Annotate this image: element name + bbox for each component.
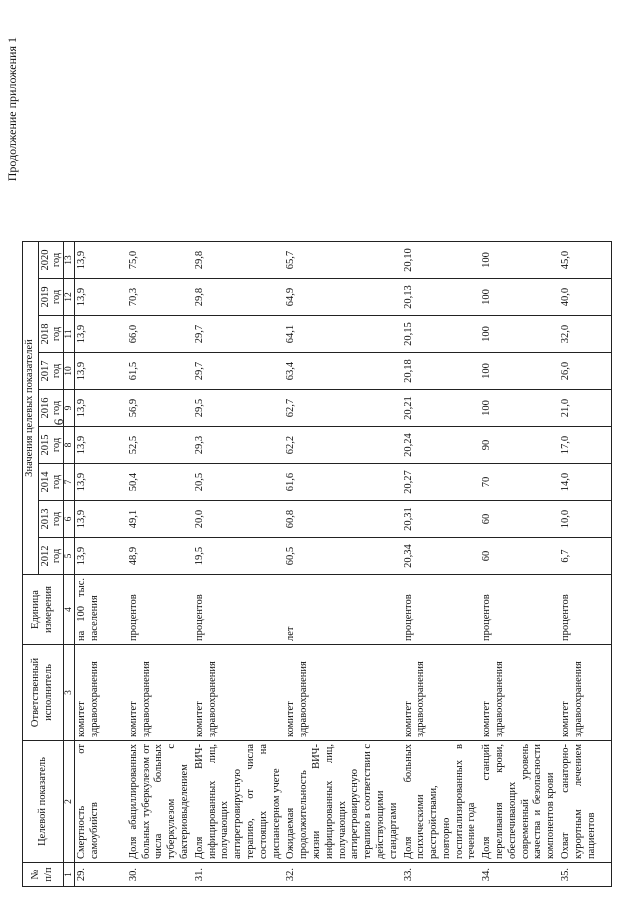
row-num: 29. [75, 863, 127, 887]
row-num: 32. [284, 863, 401, 887]
column-index: 9 [63, 390, 74, 427]
row-responsible: комитет здравоохранения [559, 645, 611, 741]
row-value: 20,21 [402, 390, 481, 427]
row-value: 13,9 [75, 390, 127, 427]
row-value: 64,1 [284, 316, 401, 353]
row-num: 34. [480, 863, 559, 887]
column-index: 13 [63, 242, 74, 279]
row-value: 20,10 [402, 242, 481, 279]
row-value: 29,7 [193, 316, 285, 353]
row-value: 13,9 [75, 501, 127, 538]
row-indicator: Доля абациллированных больных туберкулезом от числа больных туберкулезом с бактериовыделением [127, 741, 193, 863]
row-value: 100 [480, 353, 559, 390]
row-value: 40,0 [559, 279, 611, 316]
row-value: 100 [480, 316, 559, 353]
header-indicator: Целевой показатель [23, 741, 64, 863]
column-index: 5 [63, 538, 74, 575]
row-num: 31. [193, 863, 285, 887]
row-value: 65,7 [284, 242, 401, 279]
row-value: 20,31 [402, 501, 481, 538]
row-value: 21,0 [559, 390, 611, 427]
row-value: 14,0 [559, 464, 611, 501]
column-index: 1 [63, 863, 74, 887]
column-index: 11 [63, 316, 74, 353]
row-value: 29,8 [193, 279, 285, 316]
row-indicator: Доля больных психическими расстройствами, повторно госпитализированных в течение года [402, 741, 481, 863]
column-index: 3 [63, 645, 74, 741]
row-value: 13,9 [75, 353, 127, 390]
row-value: 100 [480, 390, 559, 427]
page-number: 6 [51, 418, 66, 426]
row-value: 60,5 [284, 538, 401, 575]
table-row [284, 242, 401, 887]
row-indicator: Охват санаторно-курортным лечением пациентов [559, 741, 611, 863]
row-value: 100 [480, 242, 559, 279]
header-year: 2012 год [38, 538, 63, 575]
rotated-landscape-content [0, 25, 597, 905]
indicators-table [22, 241, 612, 887]
row-value: 13,9 [75, 464, 127, 501]
row-unit: лет [284, 575, 401, 645]
row-value: 20,15 [402, 316, 481, 353]
header-year: 2017 год [38, 353, 63, 390]
row-value: 17,0 [559, 427, 611, 464]
row-num: 33. [402, 863, 481, 887]
row-unit: процентов [480, 575, 559, 645]
row-responsible: комитет здравоохранения [193, 645, 285, 741]
header-year: 2016 год [38, 390, 63, 427]
row-value: 13,9 [75, 242, 127, 279]
row-value: 49,1 [127, 501, 193, 538]
column-index: 7 [63, 464, 74, 501]
row-value: 20,0 [193, 501, 285, 538]
row-value: 90 [480, 427, 559, 464]
header-year: 2015 год [38, 427, 63, 464]
row-value: 62,7 [284, 390, 401, 427]
row-value: 45,0 [559, 242, 611, 279]
row-value: 32,0 [559, 316, 611, 353]
row-value: 66,0 [127, 316, 193, 353]
table-row [193, 242, 285, 887]
header-year: 2018 год [38, 316, 63, 353]
row-value: 13,9 [75, 427, 127, 464]
row-value: 29,7 [193, 353, 285, 390]
row-value: 48,9 [127, 538, 193, 575]
row-unit: на 100 тыс. населения [75, 575, 127, 645]
row-indicator: Доля ВИЧ-инфицированных лиц, получающих антиретровирусную терапию, от числа состоящих на диспансерном учете [193, 741, 285, 863]
column-index: 4 [63, 575, 74, 645]
row-value: 100 [480, 279, 559, 316]
row-indicator: Ожидаемая продолжительность жизни ВИЧ-инфицированных лиц, получающих антиретровирусную терапию в соответствии с действующими стандартами [284, 741, 401, 863]
row-unit: процентов [559, 575, 611, 645]
row-value: 56,9 [127, 390, 193, 427]
row-value: 20,5 [193, 464, 285, 501]
row-value: 19,5 [193, 538, 285, 575]
header-unit: Единица измерения [23, 575, 64, 645]
row-responsible: комитет здравоохранения [284, 645, 401, 741]
row-value: 50,4 [127, 464, 193, 501]
row-value: 70 [480, 464, 559, 501]
header-responsible: Ответственный исполнитель [23, 645, 64, 741]
header-year: 2013 год [38, 501, 63, 538]
column-index: 10 [63, 353, 74, 390]
row-unit: процентов [127, 575, 193, 645]
row-value: 13,9 [75, 316, 127, 353]
row-value: 6,7 [559, 538, 611, 575]
row-value: 75,0 [127, 242, 193, 279]
header-year: 2019 год [38, 279, 63, 316]
header-year: 2014 год [38, 464, 63, 501]
row-value: 29,8 [193, 242, 285, 279]
header-num: № п/п [23, 863, 64, 887]
table-row [127, 242, 193, 887]
row-unit: процентов [193, 575, 285, 645]
row-value: 63,4 [284, 353, 401, 390]
row-responsible: комитет здравоохранения [480, 645, 559, 741]
row-responsible: комитет здравоохранения [402, 645, 481, 741]
column-index: 2 [63, 741, 74, 863]
row-indicator: Доля станций переливания крови, обеспечивающих современный уровень качества и безопасности компонентов крови [480, 741, 559, 863]
row-value: 29,3 [193, 427, 285, 464]
column-index: 12 [63, 279, 74, 316]
column-index: 6 [63, 501, 74, 538]
row-num: 35. [559, 863, 611, 887]
table-row [480, 242, 559, 887]
row-value: 13,9 [75, 538, 127, 575]
table-row [75, 242, 127, 887]
table-row [402, 242, 481, 887]
row-value: 64,9 [284, 279, 401, 316]
continuation-title: Продолжение приложения 1 [5, 37, 19, 182]
row-value: 20,27 [402, 464, 481, 501]
table-row [559, 242, 611, 887]
column-index: 8 [63, 427, 74, 464]
row-unit: процентов [402, 575, 481, 645]
row-value: 26,0 [559, 353, 611, 390]
row-value: 20,13 [402, 279, 481, 316]
row-value: 20,18 [402, 353, 481, 390]
row-num: 30. [127, 863, 193, 887]
row-value: 61,6 [284, 464, 401, 501]
row-value: 60 [480, 501, 559, 538]
row-responsible: комитет здравоохранения [75, 645, 127, 741]
row-value: 29,5 [193, 390, 285, 427]
row-value: 70,3 [127, 279, 193, 316]
row-value: 62,2 [284, 427, 401, 464]
row-value: 10,0 [559, 501, 611, 538]
header-year: 2020 год [38, 242, 63, 279]
row-value: 20,24 [402, 427, 481, 464]
row-value: 60 [480, 538, 559, 575]
row-value: 52,5 [127, 427, 193, 464]
row-value: 60,8 [284, 501, 401, 538]
row-value: 20,34 [402, 538, 481, 575]
row-indicator: Смертность от самоубийств [75, 741, 127, 863]
header-values-group: Значения целевых показателей [23, 242, 39, 575]
row-responsible: комитет здравоохранения [127, 645, 193, 741]
row-value: 13,9 [75, 279, 127, 316]
row-value: 61,5 [127, 353, 193, 390]
